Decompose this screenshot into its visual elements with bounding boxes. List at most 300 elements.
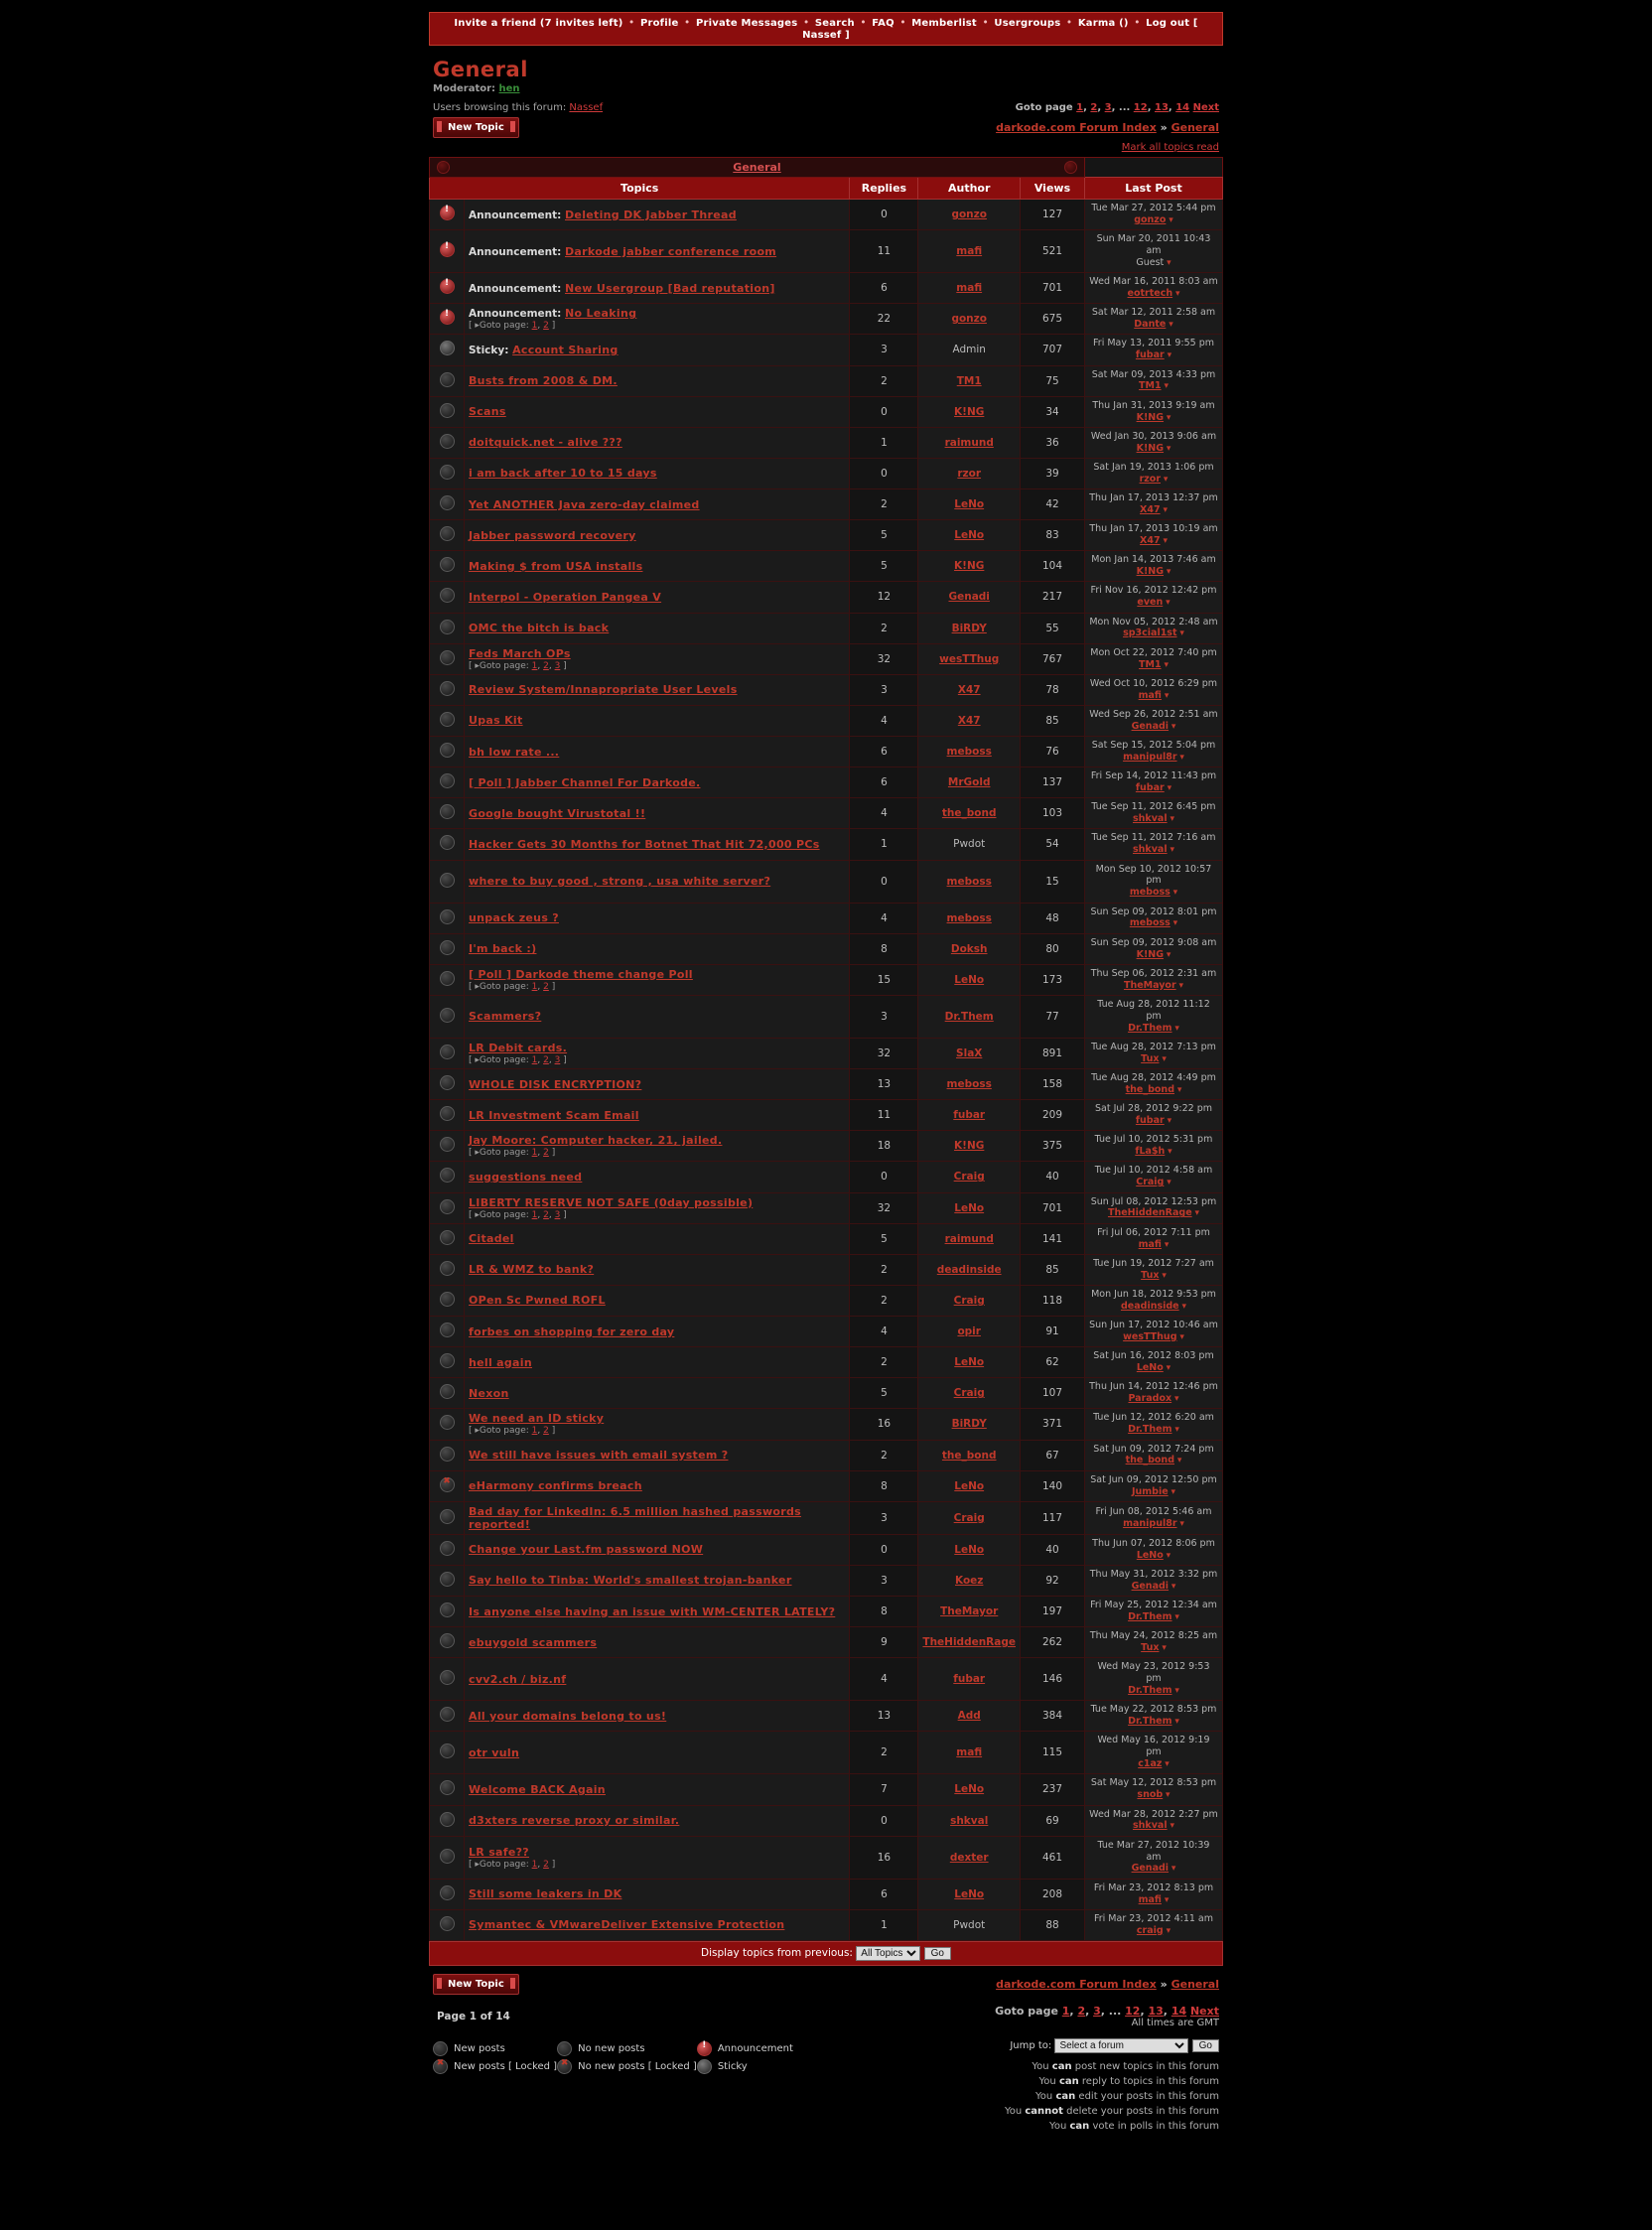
last-post-author-link[interactable]: shkval bbox=[1133, 1820, 1168, 1832]
last-post-author-link[interactable]: eotrtech bbox=[1127, 288, 1173, 299]
table-row[interactable] bbox=[430, 1131, 1223, 1162]
topic-link[interactable]: suggestions need bbox=[469, 1170, 583, 1184]
breadcrumb-index[interactable]: darkode.com Forum Index bbox=[996, 121, 1157, 134]
goto-last-post-icon[interactable]: ▾ bbox=[1171, 1394, 1179, 1405]
topic-link[interactable]: ebuygold scammers bbox=[469, 1635, 598, 1649]
table-row[interactable] bbox=[430, 705, 1223, 736]
topic-goto-page-link[interactable]: 3 bbox=[554, 1209, 561, 1220]
author-link[interactable]: raimund bbox=[944, 436, 994, 449]
author-link[interactable]: K!NG bbox=[954, 560, 985, 573]
topic-goto-page-link[interactable]: 2 bbox=[543, 981, 549, 992]
goto-last-post-icon[interactable]: ▾ bbox=[1161, 1239, 1170, 1250]
breadcrumb-current-bottom[interactable]: General bbox=[1170, 1977, 1219, 1991]
author-link[interactable]: LeNo bbox=[954, 529, 985, 542]
author-link[interactable]: fubar bbox=[953, 1109, 986, 1122]
table-row[interactable] bbox=[430, 273, 1223, 304]
goto-page-link[interactable]: 2 bbox=[1077, 2004, 1086, 2018]
last-post-author-link[interactable]: fubar bbox=[1135, 349, 1165, 361]
goto-last-post-icon[interactable]: ▾ bbox=[1159, 1053, 1167, 1064]
author-link[interactable]: the_bond bbox=[941, 807, 997, 820]
topic-link[interactable]: Deleting DK Jabber Thread bbox=[565, 208, 737, 221]
last-post-author-link[interactable]: Dr.Them bbox=[1128, 1424, 1172, 1436]
last-post-author-link[interactable]: Tux bbox=[1141, 1052, 1160, 1064]
table-row[interactable] bbox=[430, 1534, 1223, 1565]
last-post-author-link[interactable]: Craig bbox=[1136, 1177, 1165, 1188]
last-post-author-link[interactable]: meboss bbox=[1129, 917, 1170, 929]
topic-goto-page-link[interactable]: 3 bbox=[554, 1054, 561, 1065]
table-row[interactable] bbox=[430, 365, 1223, 396]
topic-link[interactable]: Bad day for LinkedIn: 6.5 million hashed passwords reported! bbox=[469, 1504, 802, 1531]
author-link[interactable]: X47 bbox=[957, 714, 981, 727]
nav-item[interactable]: Karma () bbox=[1077, 18, 1129, 29]
topic-link[interactable]: Jay Moore: Computer hacker, 21, jailed. bbox=[469, 1134, 723, 1148]
table-row[interactable] bbox=[430, 1565, 1223, 1596]
last-post-author-link[interactable]: X47 bbox=[1140, 535, 1161, 546]
table-row[interactable] bbox=[430, 230, 1223, 273]
topic-link[interactable]: doitquick.net - alive ??? bbox=[469, 436, 622, 450]
last-post-author-link[interactable]: TM1 bbox=[1139, 658, 1162, 670]
browsing-user-link[interactable]: Nassef bbox=[569, 102, 604, 113]
goto-last-post-icon[interactable]: ▾ bbox=[1161, 690, 1170, 701]
goto-last-post-icon[interactable]: ▾ bbox=[1170, 888, 1178, 899]
last-post-author-link[interactable]: rzor bbox=[1139, 473, 1162, 485]
nav-item[interactable]: Profile bbox=[639, 18, 679, 29]
table-row[interactable] bbox=[430, 1285, 1223, 1316]
last-post-author-link[interactable]: gonzo bbox=[1134, 213, 1167, 225]
goto-last-post-icon[interactable]: ▾ bbox=[1159, 1270, 1167, 1281]
goto-last-post-icon[interactable]: ▾ bbox=[1164, 412, 1171, 423]
author-link[interactable]: MrGold bbox=[947, 776, 991, 789]
last-post-author-link[interactable]: manipul8r bbox=[1123, 1517, 1177, 1529]
table-row[interactable] bbox=[430, 304, 1223, 335]
last-post-author-link[interactable]: X47 bbox=[1140, 503, 1161, 515]
author-link[interactable]: K!NG bbox=[954, 1140, 985, 1153]
topic-link[interactable]: Busts from 2008 & DM. bbox=[469, 374, 618, 388]
goto-last-post-icon[interactable]: ▾ bbox=[1164, 1116, 1172, 1126]
topic-goto-page-link[interactable]: 2 bbox=[543, 1054, 549, 1065]
topic-link[interactable]: LR Investment Scam Email bbox=[469, 1108, 639, 1122]
last-post-author-link[interactable]: Paradox bbox=[1128, 1393, 1172, 1405]
topic-link[interactable]: Nexon bbox=[469, 1386, 509, 1400]
author-link[interactable]: TM1 bbox=[956, 374, 982, 387]
goto-page-link[interactable]: 13 bbox=[1148, 2004, 1164, 2018]
last-post-author-link[interactable]: TM1 bbox=[1139, 380, 1162, 392]
table-row[interactable] bbox=[430, 1347, 1223, 1378]
new-topic-button[interactable]: New Topic bbox=[433, 117, 519, 138]
last-post-author-link[interactable]: TheHiddenRage bbox=[1107, 1207, 1192, 1219]
author-link[interactable]: mafi bbox=[956, 245, 983, 258]
table-row[interactable] bbox=[430, 829, 1223, 860]
author-link[interactable]: K!NG bbox=[954, 405, 985, 418]
goto-last-post-icon[interactable]: ▾ bbox=[1163, 1925, 1171, 1936]
author-link[interactable]: Craig bbox=[953, 1294, 985, 1307]
goto-last-post-icon[interactable]: ▾ bbox=[1163, 598, 1170, 609]
author-link[interactable]: meboss bbox=[946, 911, 992, 924]
new-topic-button-bottom[interactable]: New Topic bbox=[433, 1974, 519, 1995]
goto-last-post-icon[interactable]: ▾ bbox=[1161, 381, 1169, 392]
topic-goto-page-link[interactable]: 1 bbox=[531, 1859, 538, 1870]
author-link[interactable]: gonzo bbox=[951, 313, 987, 326]
topic-link[interactable]: d3xters reverse proxy or similar. bbox=[469, 1814, 680, 1828]
display-topics-select[interactable] bbox=[856, 1946, 920, 1961]
topic-link[interactable]: Interpol - Operation Pangea V bbox=[469, 590, 662, 604]
goto-last-post-icon[interactable]: ▾ bbox=[1171, 1425, 1179, 1436]
last-post-author-link[interactable]: the_bond bbox=[1125, 1083, 1174, 1095]
goto-page-link[interactable]: 14 bbox=[1170, 2004, 1187, 2018]
topic-link[interactable]: Google bought Virustotal !! bbox=[469, 806, 646, 820]
nav-item[interactable]: Search bbox=[814, 18, 855, 29]
goto-last-post-icon[interactable]: ▾ bbox=[1167, 814, 1174, 825]
author-link[interactable]: LeNo bbox=[954, 498, 985, 511]
topic-link[interactable]: LIBERTY RESERVE NOT SAFE (0day possible) bbox=[469, 1195, 754, 1209]
category-link[interactable]: General bbox=[733, 161, 781, 174]
author-link[interactable]: gonzo bbox=[951, 209, 987, 221]
author-link[interactable]: Koez bbox=[955, 1574, 984, 1587]
goto-page-link[interactable]: 14 bbox=[1175, 102, 1190, 113]
topic-link[interactable]: Making $ from USA installs bbox=[469, 559, 643, 573]
goto-last-post-icon[interactable]: ▾ bbox=[1160, 536, 1168, 546]
topic-link[interactable]: LR safe?? bbox=[469, 1845, 529, 1859]
table-row[interactable] bbox=[430, 995, 1223, 1038]
last-post-author-link[interactable]: Dante bbox=[1134, 319, 1167, 331]
table-row[interactable] bbox=[430, 427, 1223, 458]
goto-last-post-icon[interactable]: ▾ bbox=[1162, 1759, 1170, 1770]
table-row[interactable] bbox=[430, 767, 1223, 798]
author-link[interactable]: LeNo bbox=[954, 1887, 985, 1900]
table-row[interactable] bbox=[430, 737, 1223, 767]
goto-last-post-icon[interactable]: ▾ bbox=[1174, 1456, 1182, 1466]
table-row[interactable] bbox=[430, 1069, 1223, 1100]
last-post-author-link[interactable]: manipul8r bbox=[1123, 751, 1177, 763]
topic-link[interactable]: forbes on shopping for zero day bbox=[469, 1324, 675, 1338]
author-link[interactable]: deadinside bbox=[936, 1263, 1002, 1276]
goto-page-link[interactable]: 13 bbox=[1155, 102, 1169, 113]
goto-last-post-icon[interactable]: ▾ bbox=[1160, 504, 1168, 515]
last-post-author-link[interactable]: K!NG bbox=[1136, 411, 1165, 423]
table-row[interactable] bbox=[430, 1440, 1223, 1470]
goto-last-post-icon[interactable]: ▾ bbox=[1164, 443, 1171, 454]
topic-link[interactable]: cvv2.ch / biz.nf bbox=[469, 1672, 567, 1686]
goto-last-post-icon[interactable]: ▾ bbox=[1176, 1331, 1184, 1342]
table-row[interactable] bbox=[430, 860, 1223, 903]
author-link[interactable]: wesTThug bbox=[939, 652, 1000, 665]
goto-last-post-icon[interactable]: ▾ bbox=[1169, 1581, 1176, 1592]
author-link[interactable]: mafi bbox=[956, 282, 983, 295]
topic-link[interactable]: I'm back :) bbox=[469, 942, 537, 956]
last-post-author-link[interactable]: Tux bbox=[1141, 1642, 1160, 1653]
author-link[interactable]: Genadi bbox=[948, 591, 990, 604]
last-post-author-link[interactable]: fubar bbox=[1135, 1115, 1165, 1126]
table-row[interactable] bbox=[430, 1162, 1223, 1192]
author-link[interactable]: BiRDY bbox=[951, 1418, 987, 1431]
last-post-author-link[interactable]: c1az bbox=[1138, 1758, 1163, 1770]
goto-last-post-icon[interactable]: ▾ bbox=[1159, 1643, 1167, 1653]
table-row[interactable] bbox=[430, 551, 1223, 582]
topic-goto-page-link[interactable]: 1 bbox=[531, 1148, 538, 1159]
last-post-author-link[interactable]: Genadi bbox=[1131, 720, 1170, 732]
last-post-author-link[interactable]: Genadi bbox=[1131, 1863, 1170, 1875]
last-post-author-link[interactable]: K!NG bbox=[1136, 566, 1165, 578]
topic-link[interactable]: Account Sharing bbox=[512, 343, 619, 356]
goto-page-link[interactable]: 2 bbox=[1090, 102, 1098, 113]
table-row[interactable] bbox=[430, 674, 1223, 705]
goto-last-post-icon[interactable]: ▾ bbox=[1170, 918, 1178, 929]
goto-last-post-icon[interactable]: ▾ bbox=[1171, 1611, 1179, 1622]
author-link[interactable]: opir bbox=[957, 1325, 981, 1338]
topic-link[interactable]: i am back after 10 to 15 days bbox=[469, 467, 657, 481]
nav-item[interactable]: Log out [ Nassef ] bbox=[802, 18, 1198, 41]
last-post-author-link[interactable]: shkval bbox=[1133, 813, 1168, 825]
goto-last-post-icon[interactable]: ▾ bbox=[1165, 1147, 1172, 1158]
goto-last-post-icon[interactable]: ▾ bbox=[1174, 1084, 1182, 1095]
topic-goto-page-link[interactable]: 2 bbox=[543, 321, 549, 332]
table-row[interactable] bbox=[430, 1192, 1223, 1223]
last-post-author-link[interactable]: fLa$h bbox=[1135, 1146, 1166, 1158]
goto-last-post-icon[interactable]: ▾ bbox=[1163, 1363, 1171, 1373]
topic-link[interactable]: Hacker Gets 30 Months for Botnet That Hit 72,000 PCs bbox=[469, 837, 820, 851]
nav-item[interactable]: Private Messages bbox=[695, 18, 798, 29]
table-row[interactable] bbox=[430, 643, 1223, 674]
topic-link[interactable]: Welcome BACK Again bbox=[469, 1782, 606, 1796]
goto-last-post-icon[interactable]: ▾ bbox=[1169, 721, 1176, 732]
table-row[interactable] bbox=[430, 798, 1223, 829]
nav-item[interactable]: Memberlist bbox=[911, 18, 977, 29]
goto-last-post-icon[interactable]: ▾ bbox=[1164, 350, 1172, 361]
topic-goto-page-link[interactable]: 2 bbox=[543, 1209, 549, 1220]
topic-link[interactable]: Feds March OPs bbox=[469, 646, 571, 660]
topic-link[interactable]: Still some leakers in DK bbox=[469, 1887, 622, 1901]
author-link[interactable]: Craig bbox=[953, 1511, 985, 1524]
goto-next-link[interactable]: Next bbox=[1189, 2004, 1219, 2018]
table-row[interactable] bbox=[430, 613, 1223, 643]
goto-last-post-icon[interactable]: ▾ bbox=[1161, 1894, 1170, 1905]
goto-last-post-icon[interactable]: ▾ bbox=[1163, 1550, 1171, 1561]
topic-link[interactable]: Darkode jabber conference room bbox=[565, 244, 777, 258]
last-post-author-link[interactable]: meboss bbox=[1129, 887, 1170, 899]
topic-link[interactable]: Yet ANOTHER Java zero-day claimed bbox=[469, 497, 700, 511]
last-post-author-link[interactable]: craig bbox=[1136, 1924, 1164, 1936]
topic-link[interactable]: eHarmony confirms breach bbox=[469, 1479, 642, 1493]
last-post-author-link[interactable]: sp3cial1st bbox=[1123, 627, 1177, 639]
last-post-author-link[interactable]: Tux bbox=[1141, 1269, 1160, 1281]
topic-goto-page-link[interactable]: 1 bbox=[531, 1426, 538, 1437]
author-link[interactable]: LeNo bbox=[954, 1479, 985, 1492]
topic-goto-page-link[interactable]: 2 bbox=[543, 1426, 549, 1437]
topic-link[interactable]: Review System/Innapropriate User Levels bbox=[469, 683, 738, 697]
topic-link[interactable]: No Leaking bbox=[565, 307, 637, 321]
nav-item[interactable]: FAQ bbox=[872, 18, 895, 29]
goto-last-post-icon[interactable]: ▾ bbox=[1176, 752, 1184, 763]
table-row[interactable] bbox=[430, 1254, 1223, 1285]
breadcrumb-index-bottom[interactable]: darkode.com Forum Index bbox=[996, 1977, 1157, 1991]
author-link[interactable]: LeNo bbox=[954, 1783, 985, 1796]
topic-goto-page-link[interactable]: 2 bbox=[543, 660, 549, 671]
last-post-author-link[interactable]: K!NG bbox=[1136, 442, 1165, 454]
jump-go-button[interactable]: Go bbox=[1192, 2039, 1219, 2052]
author-link[interactable]: shkval bbox=[950, 1814, 989, 1827]
goto-last-post-icon[interactable]: ▾ bbox=[1171, 1686, 1179, 1696]
goto-last-post-icon[interactable]: ▾ bbox=[1178, 1301, 1187, 1312]
table-row[interactable] bbox=[430, 1378, 1223, 1409]
topic-link[interactable]: bh low rate ... bbox=[469, 745, 560, 759]
author-link[interactable]: the_bond bbox=[941, 1449, 997, 1462]
table-row[interactable] bbox=[430, 1658, 1223, 1701]
last-post-author-link[interactable]: Dr.Them bbox=[1128, 1685, 1172, 1696]
goto-page-link[interactable]: 1 bbox=[1061, 2004, 1070, 2018]
goto-last-post-icon[interactable]: ▾ bbox=[1161, 474, 1169, 485]
last-post-author-link[interactable]: LeNo bbox=[1136, 1362, 1164, 1373]
author-link[interactable]: meboss bbox=[946, 746, 992, 759]
topic-goto-page-link[interactable]: 1 bbox=[531, 981, 538, 992]
author-link[interactable]: raimund bbox=[944, 1232, 994, 1245]
jump-to-select[interactable] bbox=[1054, 2038, 1188, 2053]
last-post-author-link[interactable]: shkval bbox=[1133, 844, 1168, 856]
topic-link[interactable]: [ Poll ] Darkode theme change Poll bbox=[469, 967, 693, 981]
goto-last-post-icon[interactable]: ▾ bbox=[1171, 1023, 1179, 1034]
author-link[interactable]: LeNo bbox=[954, 1356, 985, 1369]
author-link[interactable]: Craig bbox=[953, 1171, 985, 1184]
last-post-author-link[interactable]: the_bond bbox=[1125, 1455, 1174, 1466]
topic-link[interactable]: Scans bbox=[469, 405, 506, 419]
table-row[interactable] bbox=[430, 1805, 1223, 1836]
goto-last-post-icon[interactable]: ▾ bbox=[1169, 1864, 1176, 1875]
goto-last-post-icon[interactable]: ▾ bbox=[1191, 1208, 1200, 1219]
goto-last-post-icon[interactable]: ▾ bbox=[1166, 320, 1173, 331]
last-post-author-link[interactable]: Dr.Them bbox=[1128, 1610, 1172, 1622]
author-link[interactable]: TheHiddenRage bbox=[922, 1636, 1016, 1649]
author-link[interactable]: LeNo bbox=[954, 973, 985, 986]
topic-link[interactable]: New Usergroup [Bad reputation] bbox=[565, 281, 775, 295]
topic-link[interactable]: WHOLE DISK ENCRYPTION? bbox=[469, 1077, 642, 1091]
goto-page-link[interactable]: 12 bbox=[1125, 2004, 1141, 2018]
goto-page-link[interactable]: 3 bbox=[1104, 102, 1112, 113]
goto-page-link[interactable]: 3 bbox=[1093, 2004, 1101, 2018]
last-post-author-link[interactable]: mafi bbox=[1138, 1238, 1162, 1250]
topic-link[interactable]: All your domains belong to us! bbox=[469, 1709, 667, 1723]
table-row[interactable] bbox=[430, 458, 1223, 488]
topic-link[interactable]: Jabber password recovery bbox=[469, 528, 636, 542]
last-post-author-link[interactable]: Genadi bbox=[1131, 1580, 1170, 1592]
topic-link[interactable]: Change your Last.fm password NOW bbox=[469, 1543, 704, 1557]
topic-link[interactable]: where to buy good , strong , usa white server? bbox=[469, 875, 771, 888]
author-link[interactable]: TheMayor bbox=[940, 1605, 999, 1618]
goto-next-link[interactable]: Next bbox=[1192, 102, 1219, 113]
last-post-author-link[interactable]: wesTThug bbox=[1123, 1330, 1177, 1342]
topic-link[interactable]: Citadel bbox=[469, 1232, 514, 1246]
table-row[interactable] bbox=[430, 1597, 1223, 1627]
goto-last-post-icon[interactable]: ▾ bbox=[1163, 1790, 1170, 1801]
topic-goto-page-link[interactable]: 1 bbox=[531, 660, 538, 671]
goto-last-post-icon[interactable]: ▾ bbox=[1176, 1518, 1184, 1529]
topic-link[interactable]: Say hello to Tinba: World's smallest trojan-banker bbox=[469, 1574, 792, 1588]
topic-link[interactable]: We still have issues with email system ? bbox=[469, 1449, 729, 1463]
topic-goto-page-link[interactable]: 2 bbox=[543, 1859, 549, 1870]
topic-link[interactable]: Symantec & VMwareDeliver Extensive Protection bbox=[469, 1918, 785, 1932]
goto-last-post-icon[interactable]: ▾ bbox=[1172, 289, 1180, 299]
last-post-author-link[interactable]: fubar bbox=[1135, 782, 1165, 793]
goto-last-post-icon[interactable]: ▾ bbox=[1164, 257, 1171, 268]
table-row[interactable] bbox=[430, 396, 1223, 427]
goto-page-link[interactable]: 12 bbox=[1133, 102, 1148, 113]
table-row[interactable] bbox=[430, 582, 1223, 613]
topic-link[interactable]: hell again bbox=[469, 1355, 532, 1369]
table-row[interactable] bbox=[430, 1317, 1223, 1347]
goto-last-post-icon[interactable]: ▾ bbox=[1176, 628, 1184, 639]
author-link[interactable]: Craig bbox=[953, 1387, 985, 1400]
table-row[interactable] bbox=[430, 1223, 1223, 1254]
table-row[interactable] bbox=[430, 964, 1223, 995]
table-row[interactable] bbox=[430, 1879, 1223, 1909]
topic-link[interactable]: OPen Sc Pwned ROFL bbox=[469, 1294, 606, 1308]
topic-goto-page-link[interactable]: 2 bbox=[543, 1148, 549, 1159]
topic-goto-page-link[interactable]: 1 bbox=[531, 1209, 538, 1220]
author-link[interactable]: dexter bbox=[949, 1851, 989, 1864]
goto-last-post-icon[interactable]: ▾ bbox=[1161, 659, 1169, 670]
goto-last-post-icon[interactable]: ▾ bbox=[1167, 1821, 1174, 1832]
table-row[interactable] bbox=[430, 1409, 1223, 1440]
author-link[interactable]: LeNo bbox=[954, 1543, 985, 1556]
topic-link[interactable]: otr vuln bbox=[469, 1745, 520, 1759]
topic-link[interactable]: Is anyone else having an issue with WM-CENTER LATELY? bbox=[469, 1604, 836, 1618]
table-row[interactable] bbox=[430, 1701, 1223, 1732]
author-link[interactable]: Add bbox=[957, 1710, 981, 1723]
topic-link[interactable]: We need an ID sticky bbox=[469, 1412, 605, 1426]
breadcrumb-current[interactable]: General bbox=[1170, 121, 1219, 134]
topic-link[interactable]: LR & WMZ to bank? bbox=[469, 1263, 595, 1277]
topic-link[interactable]: OMC the bitch is back bbox=[469, 622, 610, 635]
author-link[interactable]: X47 bbox=[957, 683, 981, 696]
last-post-author-link[interactable]: K!NG bbox=[1136, 948, 1165, 960]
table-row[interactable] bbox=[430, 1732, 1223, 1774]
last-post-author-link[interactable]: Dr.Them bbox=[1128, 1716, 1172, 1728]
topic-link[interactable]: Scammers? bbox=[469, 1010, 542, 1024]
table-row[interactable] bbox=[430, 489, 1223, 520]
goto-last-post-icon[interactable]: ▾ bbox=[1167, 845, 1174, 856]
author-link[interactable]: BiRDY bbox=[951, 622, 987, 634]
table-row[interactable] bbox=[430, 1836, 1223, 1879]
goto-last-post-icon[interactable]: ▾ bbox=[1175, 980, 1184, 991]
last-post-author-link[interactable]: deadinside bbox=[1120, 1300, 1179, 1312]
table-row[interactable] bbox=[430, 1470, 1223, 1501]
last-post-author-link[interactable]: snob bbox=[1137, 1789, 1164, 1801]
author-link[interactable]: meboss bbox=[946, 875, 992, 888]
moderator-link[interactable]: hen bbox=[498, 83, 520, 94]
goto-last-post-icon[interactable]: ▾ bbox=[1164, 783, 1172, 793]
goto-last-post-icon[interactable]: ▾ bbox=[1168, 1486, 1176, 1497]
nav-item[interactable]: Usergroups bbox=[994, 18, 1061, 29]
last-post-author-link[interactable]: even bbox=[1137, 597, 1164, 609]
topic-goto-page-link[interactable]: 1 bbox=[531, 321, 538, 332]
nav-item[interactable]: Invite a friend (7 invites left) bbox=[454, 18, 623, 29]
topic-goto-page-link[interactable]: 3 bbox=[554, 660, 561, 671]
last-post-author-link[interactable]: mafi bbox=[1138, 689, 1162, 701]
last-post-author-link[interactable]: Dr.Them bbox=[1128, 1022, 1172, 1034]
author-link[interactable]: mafi bbox=[956, 1746, 983, 1759]
goto-last-post-icon[interactable]: ▾ bbox=[1166, 214, 1173, 225]
topic-goto-page-link[interactable]: 1 bbox=[531, 1054, 538, 1065]
table-row[interactable] bbox=[430, 1627, 1223, 1658]
topic-link[interactable]: unpack zeus ? bbox=[469, 911, 559, 925]
table-row[interactable] bbox=[430, 335, 1223, 365]
table-row[interactable] bbox=[430, 520, 1223, 551]
author-link[interactable]: meboss bbox=[946, 1078, 992, 1091]
goto-last-post-icon[interactable]: ▾ bbox=[1164, 567, 1171, 578]
mark-all-read-link[interactable]: Mark all topics read bbox=[1121, 142, 1219, 153]
table-row[interactable] bbox=[430, 1501, 1223, 1534]
goto-last-post-icon[interactable]: ▾ bbox=[1171, 1717, 1179, 1728]
topic-link[interactable]: [ Poll ] Jabber Channel For Darkode. bbox=[469, 775, 701, 789]
author-link[interactable]: Doksh bbox=[950, 942, 988, 955]
